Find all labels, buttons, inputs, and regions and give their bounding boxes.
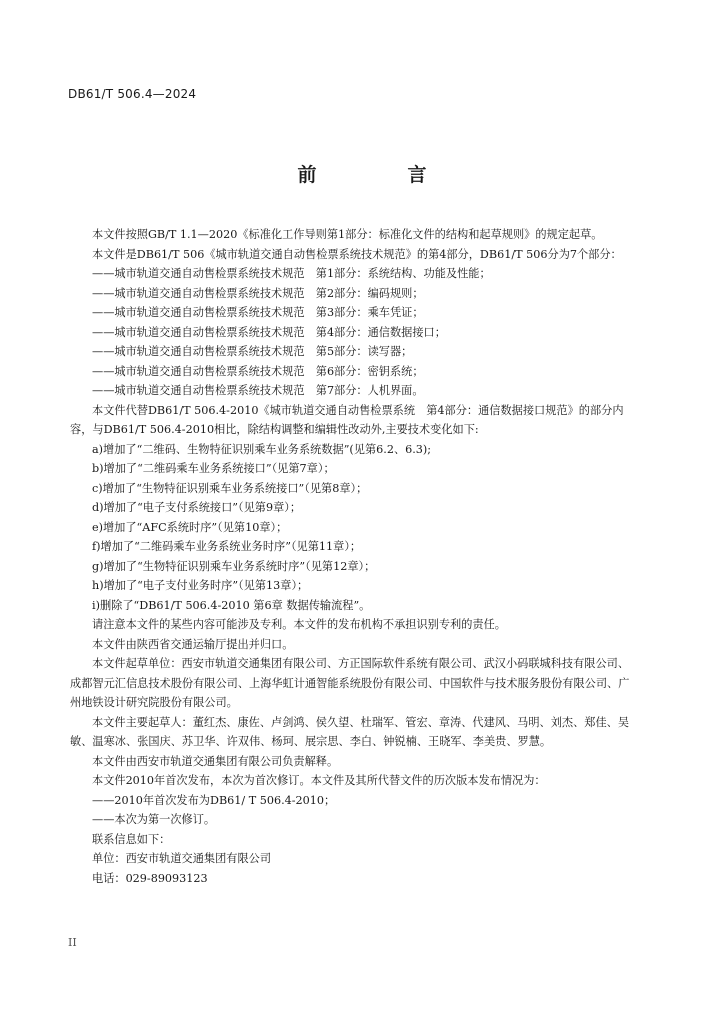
list-item: b)增加了“二维码乘车业务系统接口”（见第7章）； [92,462,335,475]
list-item: a)增加了“二维码、生物特征识别乘车业务系统数据”(见第6.2、6.3); [92,442,432,456]
paragraph-patent: 请注意本文件的某些内容可能涉及专利。本文件的发布机构不承担识别专利的责任。 [92,618,506,631]
list-item: ——城市轨道交通自动售检票系统技术规范 第2部分：编码规则； [92,286,424,300]
list-item: i)删除了“DB61/T 506.4-2010 第6章 数据传输流程”。 [92,598,371,612]
history-list [70,791,640,830]
paragraph-history: 本文件2010年首次发布，本次为首次修订。本文件及其所代替文件的历次版本发布情况为： [92,774,546,787]
paragraph-drafting-rule: 本文件按照GB/T 1.1—2020《标准化工作导则第1部分：标准化文件的结构和起草规则》的规定起草。 [92,228,603,241]
list-item: ——城市轨道交通自动售检票系统技术规范 第5部分：读写器； [92,345,413,358]
list-item: ——城市轨道交通自动售检票系统技术规范 第3部分：乘车凭证； [92,306,424,319]
list-item: ——本次为第一次修订。 [92,813,216,826]
paragraph-drafters: 本文件主要起草人：董红杰、康佐、卢剑鸿、侯久望、杜瑞军、管宏、章涛、代建风、马明、刘杰、郑佳、吴敏、温寒冰、张国庆、苏卫华、许双伟、杨珂、展宗思、李白、钟锐楠、王晓军、李美贵、罗慧。 [70,715,630,748]
list-item: e)增加了“AFC系统时序”（见第10章）； [92,520,288,534]
list-item: d)增加了“电子支付系统接口”（见第9章）； [92,501,302,514]
paragraph-part-info: 本文件是DB61/T 506《城市轨道交通自动售检票系统技术规范》的第4部分，DB61/T 506分为7个部分： [92,247,622,261]
list-item: ——2010年首次发布为DB61/ T 506.4-2010； [92,793,336,807]
list-item: f)增加了“二维码乘车业务系统业务时序”（见第11章）； [92,540,362,553]
paragraph-proposer: 本文件由陕西省交通运输厅提出并归口。 [92,637,294,651]
document-body [70,225,640,888]
standard-number: DB61/T 506.4—2024 [68,87,197,101]
paragraph-interpretation: 本文件由西安市轨道交通集团有限公司负责解释。 [92,754,339,768]
list-item: ——城市轨道交通自动售检票系统技术规范 第7部分：人机界面。 [92,384,424,397]
list-item: c)增加了“生物特征识别乘车业务系统接口”（见第8章）； [92,481,368,495]
list-item: ——城市轨道交通自动售检票系统技术规范 第6部分：密钥系统； [92,364,424,378]
list-item: h)增加了“电子支付业务时序”（见第13章）； [92,579,309,592]
paragraph-replacement: 本文件代替DB61/T 506.4-2010《城市轨道交通自动售检票系统 第4部分：通信数据接口规范》的部分内容，与DB61/T 506.4-2010相比，除结构调整和编辑性改动外,主要技术变化如下: [70,403,624,436]
paragraph-drafting-units: 本文件起草单位：西安市轨道交通集团有限公司、方正国际软件系统有限公司、武汉小码联城科技有限公司、成都智元汇信息技术股份有限公司、上海华虹计通智能系统股份有限公司、中国软件与技术服务股份有限公司、广州地铁设计研究院股份有限公司。 [70,657,630,709]
parts-list [70,264,640,401]
page-title: 前 言 [297,164,463,186]
list-item: ——城市轨道交通自动售检票系统技术规范 第4部分：通信数据接口； [92,325,446,339]
list-item: g)增加了“生物特征识别乘车业务系统时序”（见第12章）； [92,559,376,573]
page-number: II [68,936,77,949]
changes-list [70,440,640,616]
contact-unit: 单位：西安市轨道交通集团有限公司 [92,852,272,865]
list-item: ——城市轨道交通自动售检票系统技术规范 第1部分：系统结构、功能及性能； [92,267,491,280]
contact-phone: 电话：029-89093123 [92,871,208,885]
contact-title: 联系信息如下： [92,832,171,846]
